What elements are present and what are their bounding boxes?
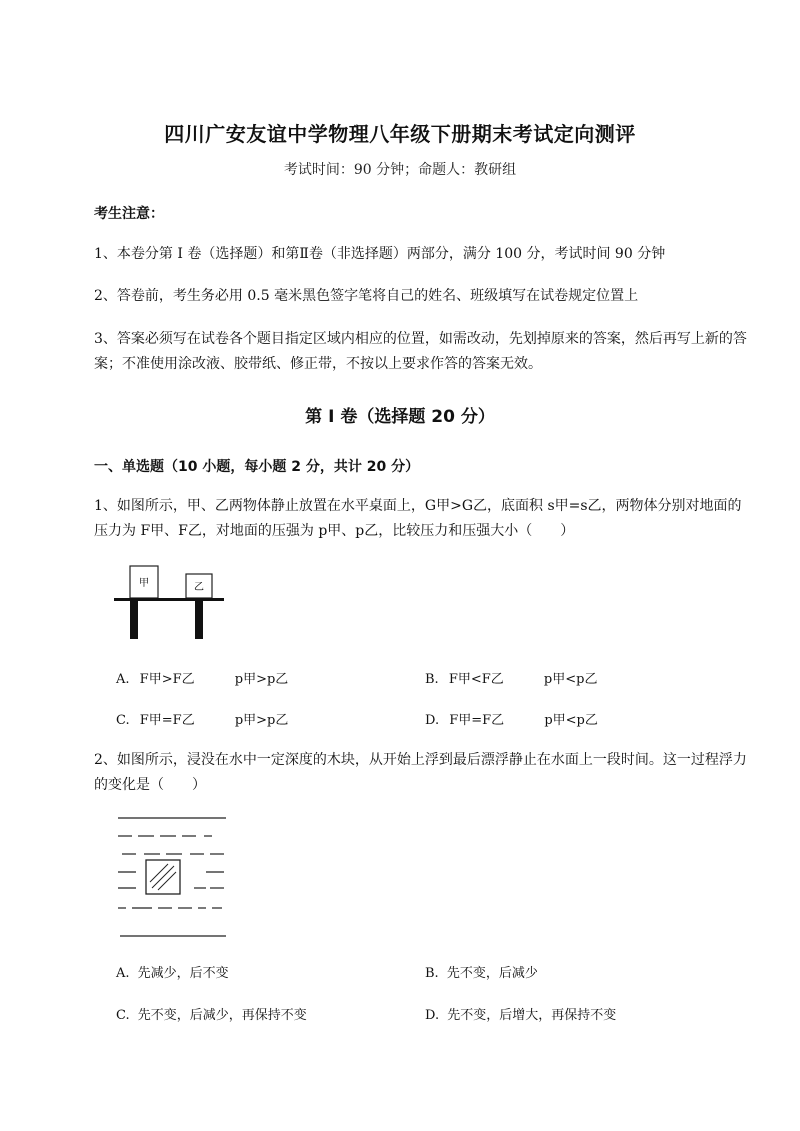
q1-option-b-force: F甲<F乙 [448, 672, 504, 687]
notice-heading: 考生注意： [94, 206, 164, 222]
q1-option-b[interactable] [425, 668, 597, 687]
q2-option-d[interactable] [425, 1004, 616, 1023]
notice-item-3: 3、答案必须写在试卷各个题目指定区域内相应的位置，如需改动，先划掉原来的答案，然后再写上新的答案；不准使用涂改液、胶带纸、修正带，不按以上要求作答的答案无效。 [94, 331, 747, 372]
notice-item-2: 2、答卷前，考生务必用 0.5 毫米黑色签字笔将自己的姓名、班级填写在试卷规定位置上 [94, 288, 639, 304]
table-diagram [112, 562, 232, 642]
q1-option-d-pressure: p甲<p乙 [544, 713, 598, 728]
q1-option-c-letter: C. [116, 713, 130, 728]
block-jia-label: 甲 [139, 578, 149, 589]
q1-option-b-pressure: p甲<p乙 [543, 672, 598, 687]
q1-option-c-pressure: p甲>p乙 [234, 713, 289, 728]
table-top [114, 598, 224, 601]
q2-option-c-text: 先不变，后减少，再保持不变 [137, 1008, 307, 1023]
q1-option-c[interactable] [116, 709, 288, 728]
table-leg-left [130, 601, 138, 639]
q1-option-a-force: F甲>F乙 [139, 672, 195, 687]
q2-option-d-text: 先不变，后增大，再保持不变 [447, 1008, 617, 1023]
table-leg-right [195, 601, 203, 639]
q2-option-b[interactable] [425, 962, 538, 981]
page-title: 四川广安友谊中学物理八年级下册期末考试定向测评 [164, 122, 636, 146]
q1-option-a-pressure: p甲>p乙 [234, 672, 289, 687]
section-title: 第 I 卷（选择题 20 分） [305, 407, 495, 427]
question-2-stem: 2、如图所示，浸没在水中一定深度的木块，从开始上浮到最后漂浮静止在水面上一段时间。这一过程浮力的变化是（ ） [94, 752, 747, 793]
question-2-figure [114, 812, 230, 942]
q2-option-b-letter: B. [425, 966, 439, 981]
q2-option-c-letter: C. [116, 1008, 130, 1023]
q1-option-b-letter: B. [425, 672, 439, 687]
question-1-figure [112, 562, 232, 642]
exam-info: 考试时间：90 分钟；命题人：教研组 [283, 162, 517, 178]
q2-option-c[interactable] [116, 1004, 307, 1023]
q2-option-b-text: 先不变，后减少 [446, 966, 538, 981]
water-diagram [114, 812, 230, 942]
q1-option-d-letter: D. [425, 713, 440, 728]
q1-option-a-letter: A. [116, 672, 130, 687]
notice-item-1: 1、本卷分第 I 卷（选择题）和第Ⅱ卷（非选择题）两部分，满分 100 分，考试时间 90 分钟 [94, 246, 666, 262]
block-yi-label: 乙 [194, 582, 204, 593]
q2-option-d-letter: D. [425, 1008, 440, 1023]
q2-option-a-letter: A. [116, 966, 130, 981]
q1-option-a[interactable] [116, 668, 288, 687]
q2-option-a-text: 先减少，后不变 [137, 966, 229, 981]
question-1-stem: 1、如图所示，甲、乙两物体静止放置在水平桌面上，G甲>G乙，底面积 s甲=s乙，两物体分别对地面的压力为 F甲、F乙，对地面的压强为 p甲、p乙，比较压力和压强大小（ ） [94, 498, 742, 539]
q1-option-c-force: F甲=F乙 [139, 713, 195, 728]
q2-option-a[interactable] [116, 962, 229, 981]
q1-option-d[interactable] [425, 709, 598, 728]
part-heading: 一、单选题（10 小题，每小题 2 分，共计 20 分） [94, 459, 420, 475]
q1-option-d-force: F甲=F乙 [449, 713, 505, 728]
